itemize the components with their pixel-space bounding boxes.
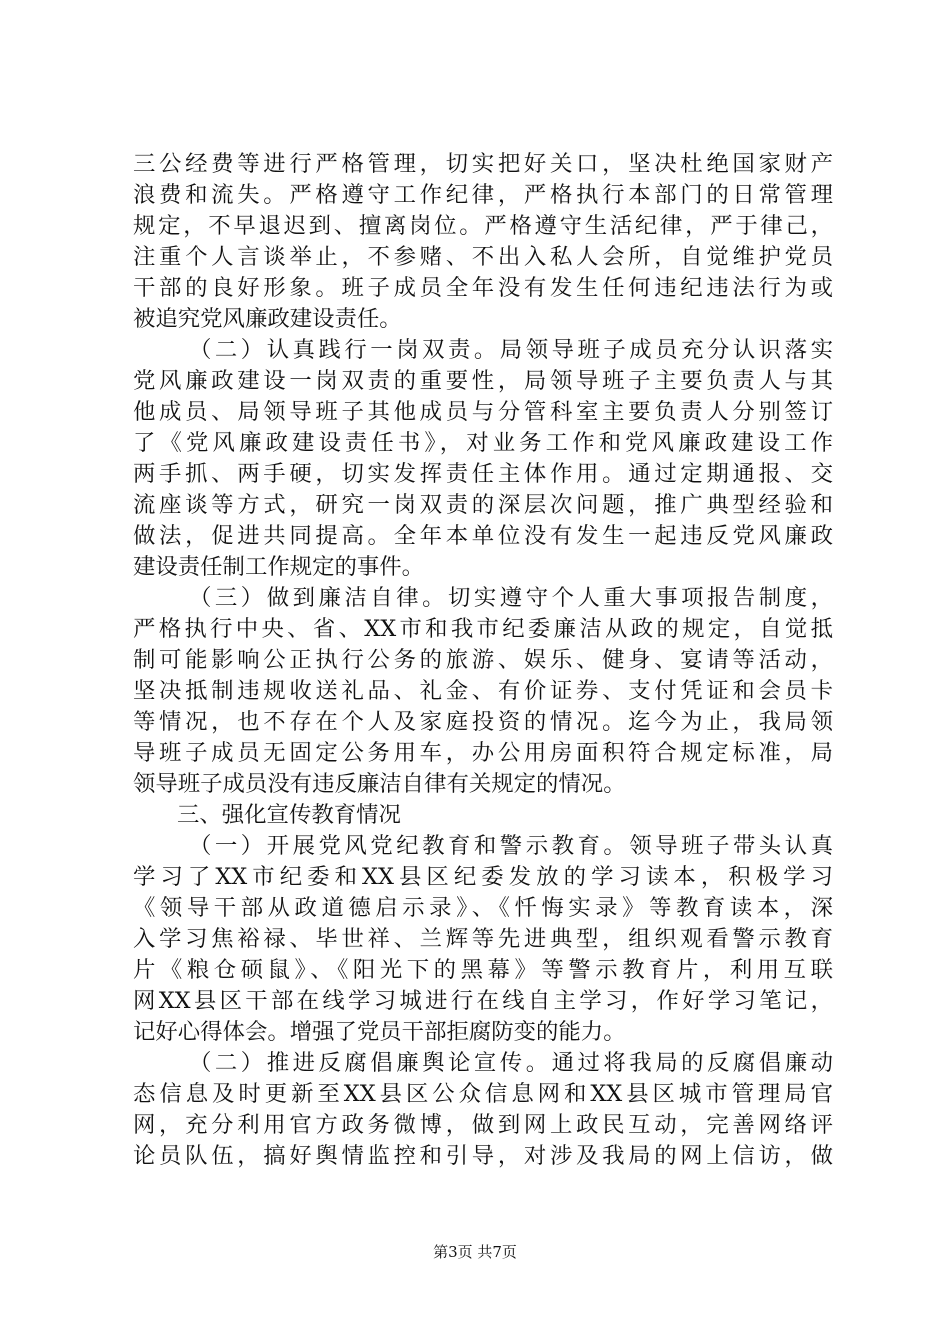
- paragraph-start-line: （一）开展党风党纪教育和警示教育。领导班子带头认真: [189, 833, 833, 859]
- text-line: 态信息及时更新至XX县区公众信息网和XX县区城市管理局官: [133, 1081, 833, 1107]
- text-line: 做法，促进共同提高。全年本单位没有发生一起违反党风廉政: [133, 523, 833, 549]
- text-line: 规定，不早退迟到、擅离岗位。严格遵守生活纪律，严于律己，: [133, 213, 833, 239]
- text-line: 《领导干部从政道德启示录》、《忏悔实录》等教育读本，深: [133, 895, 833, 921]
- text-line: 等情况，也不存在个人及家庭投资的情况。迄今为止，我局领: [133, 709, 833, 735]
- text-line: 学习了XX市纪委和XX县区纪委发放的学习读本，积极学习: [133, 864, 833, 890]
- text-line: 网XX县区干部在线学习城进行在线自主学习，作好学习笔记，: [133, 988, 833, 1014]
- text-line: 坚决抵制违规收送礼品、礼金、有价证券、支付凭证和会员卡: [133, 678, 833, 704]
- text-line: 注重个人言谈举止，不参赌、不出入私人会所，自觉维护党员: [133, 244, 833, 270]
- text-line: 建设责任制工作规定的事件。: [133, 554, 425, 580]
- text-line: 了《党风廉政建设责任书》，对业务工作和党风廉政建设工作: [133, 430, 833, 456]
- section-heading: 三、强化宣传教育情况: [177, 802, 401, 828]
- text-line: 网，充分利用官方政务微博，做到网上政民互动，完善网络评: [133, 1112, 833, 1138]
- text-line: 导班子成员无固定公务用车，办公用房面积符合规定标准，局: [133, 740, 833, 766]
- text-line: 片《粮仓硕鼠》、《阳光下的黑幕》等警示教育片，利用互联: [133, 957, 833, 983]
- text-line: 论员队伍，搞好舆情监控和引导，对涉及我局的网上信访，做: [133, 1143, 833, 1169]
- text-line: 干部的良好形象。班子成员全年没有发生任何违纪违法行为或: [133, 275, 833, 301]
- text-line: 党风廉政建设一岗双责的重要性，局领导班子主要负责人与其: [133, 368, 833, 394]
- text-line: 记好心得体会。增强了党员干部拒腐防变的能力。: [133, 1019, 626, 1045]
- paragraph-start-line: （三）做到廉洁自律。切实遵守个人重大事项报告制度，: [189, 585, 833, 611]
- text-line: 两手抓、两手硬，切实发挥责任主体作用。通过定期通报、交: [133, 461, 833, 487]
- text-line: 三公经费等进行严格管理，切实把好关口，坚决杜绝国家财产: [133, 151, 833, 177]
- page-number-footer: 第3页 共7页: [433, 1243, 517, 1261]
- text-line: 流座谈等方式，研究一岗双责的深层次问题，推广典型经验和: [133, 492, 833, 518]
- text-line: 严格执行中央、省、XX市和我市纪委廉洁从政的规定，自觉抵: [133, 616, 833, 642]
- paragraph-start-line: （二）认真践行一岗双责。局领导班子成员充分认识落实: [189, 337, 833, 363]
- text-line: 领导班子成员没有违反廉洁自律有关规定的情况。: [133, 771, 626, 797]
- text-line: 入学习焦裕禄、毕世祥、兰辉等先进典型，组织观看警示教育: [133, 926, 833, 952]
- text-line: 被追究党风廉政建设责任。: [133, 306, 402, 332]
- text-line: 他成员、局领导班子其他成员与分管科室主要负责人分别签订: [133, 399, 833, 425]
- text-line: 浪费和流失。严格遵守工作纪律，严格执行本部门的日常管理: [133, 182, 833, 208]
- text-line: 制可能影响公正执行公务的旅游、娱乐、健身、宴请等活动，: [133, 647, 833, 673]
- document-body: [133, 149, 833, 1172]
- paragraph-start-line: （二）推进反腐倡廉舆论宣传。通过将我局的反腐倡廉动: [189, 1050, 833, 1076]
